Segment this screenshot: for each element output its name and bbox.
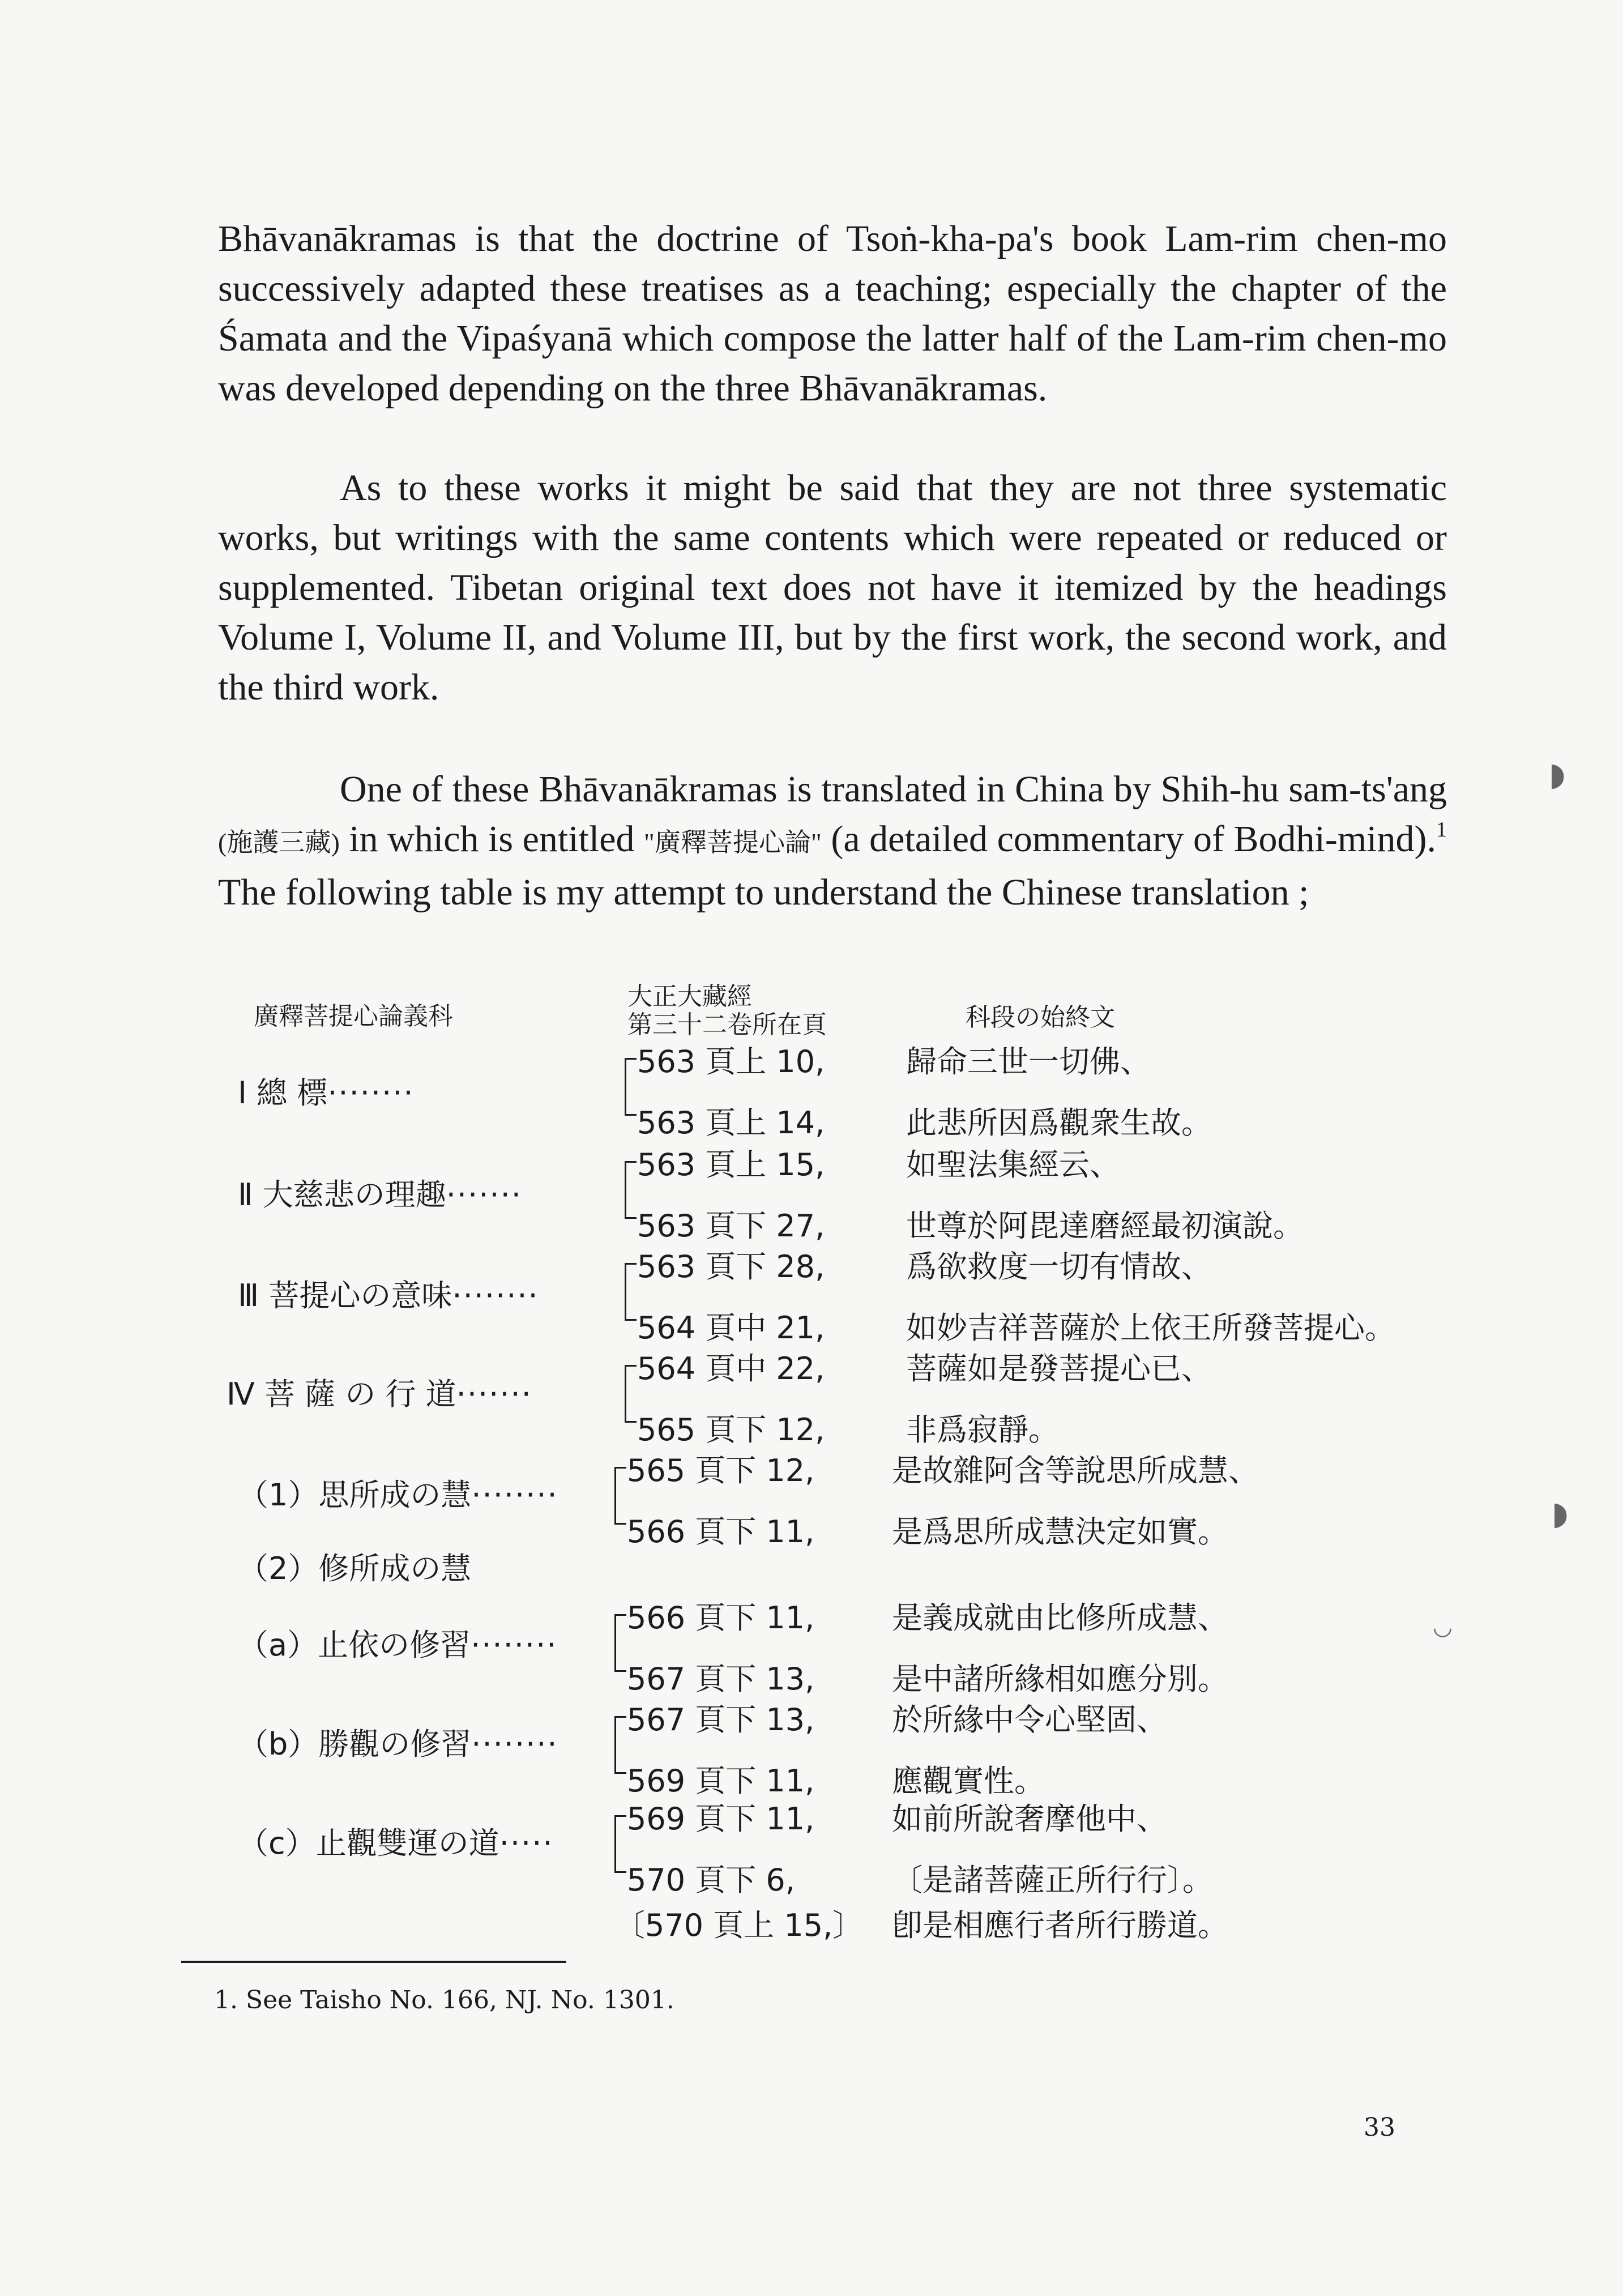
bracket [625, 1365, 637, 1423]
margin-mark-decoration: ◡ [1433, 1614, 1453, 1640]
page-number: 33 [1364, 2113, 1395, 2142]
taisho-ref: 567 頁下 13, [627, 1702, 815, 1738]
row-label: （1）思所成の慧········ [238, 1477, 558, 1513]
passage-text: 爲欲救度一切有情故、 [906, 1249, 1212, 1284]
bracket [625, 1058, 637, 1116]
passage-text: 菩薩如是發菩提心已、 [906, 1351, 1212, 1386]
passage-text: 歸命三世一切佛、 [906, 1044, 1151, 1079]
taisho-ref: 563 頁下 28, [637, 1249, 825, 1284]
row-label: Ⅱ 大慈悲の理趣······· [238, 1177, 522, 1213]
footnote-ref: 1 [1436, 818, 1447, 842]
bracket [614, 1716, 626, 1774]
row-label: Ⅳ 菩 薩 の 行 道······· [227, 1376, 532, 1412]
header-taisho-line2: 第三十二卷所在頁 [627, 1010, 827, 1039]
taisho-ref: 563 頁上 14, [637, 1105, 825, 1141]
paragraph-1: Bhāvanākramas is that the doctrine of Tsoṅ-kha-pa's book Lam-rim chen-mo successively adapted these treatises as a teaching; especially the chapter of the Śamata and the Vipaśyanā which compose the latter half of the Lam-rim chen-mo was developed depending on the three Bhāvanākramas. [218, 218, 1447, 409]
translator-name-cjk: (施護三藏) [218, 828, 340, 857]
passage-text: 非爲寂靜。 [906, 1412, 1059, 1448]
passage-text: 〔是諸菩薩正所行行〕。 [892, 1862, 1213, 1898]
bracket [625, 1263, 637, 1321]
taisho-ref: 570 頁下 6, [627, 1862, 795, 1898]
passage-text: 是中諸所緣相如應分別。 [892, 1661, 1228, 1697]
passage-text: 是故雜阿含等說思所成慧、 [892, 1453, 1259, 1488]
passage-text: 如聖法集經云、 [906, 1147, 1120, 1183]
taisho-ref: 564 頁中 21, [637, 1310, 825, 1346]
taisho-ref: 567 頁下 13, [627, 1661, 815, 1697]
taisho-ref: 563 頁上 15, [637, 1147, 825, 1183]
passage-text: 是義成就由比修所成慧、 [892, 1600, 1228, 1636]
bracket [614, 1815, 626, 1873]
paragraph-3-part2: in which is entitled [349, 818, 635, 860]
taisho-ref: 565 頁下 12, [627, 1453, 815, 1488]
passage-text: 如妙吉祥菩薩於上依王所發菩提心。 [906, 1310, 1395, 1346]
taisho-ref-extra: 〔570 頁上 15,〕 [614, 1907, 864, 1943]
row-label: （a）止依の修習········ [238, 1627, 558, 1663]
taisho-ref: 566 頁下 11, [627, 1600, 815, 1636]
header-outline: 廣釋菩提心論義科 [254, 1002, 453, 1031]
passage-text: 世尊於阿毘達磨經最初演說。 [906, 1208, 1304, 1244]
footnote-rule [181, 1961, 566, 1963]
taisho-ref: 566 頁下 11, [627, 1514, 815, 1550]
taisho-ref: 569 頁下 11, [627, 1801, 815, 1837]
row-label: （b）勝觀の修習········ [238, 1726, 558, 1762]
row-label: Ⅰ 總 標········ [238, 1075, 415, 1111]
passage-text: 於所緣中令心堅固、 [892, 1702, 1167, 1738]
bracket [614, 1614, 626, 1672]
margin-mark-decoration: ◗ [1552, 1495, 1569, 1532]
passage-text: 應觀實性。 [892, 1763, 1045, 1799]
bracket [625, 1161, 637, 1219]
taisho-ref: 563 頁下 27, [637, 1208, 825, 1244]
taisho-ref: 565 頁下 12, [637, 1412, 825, 1448]
footnote: 1. See Taisho No. 166, NJ. No. 1301. [214, 1986, 674, 2015]
margin-mark-decoration: ◗ [1549, 756, 1566, 793]
passage-text: 此悲所因爲觀衆生故。 [906, 1105, 1212, 1141]
paragraph-3-part3: (a detailed commentary of Bodhi-mind). [831, 818, 1436, 860]
taisho-ref: 564 頁中 22, [637, 1351, 825, 1386]
taisho-ref: 569 頁下 11, [627, 1763, 815, 1799]
row-label: （c）止觀雙運の道····· [238, 1825, 554, 1861]
paragraph-2: As to these works it might be said that they are not three systematic works, but writings with the same contents which were repeated or reduced or supplemented. Tibetan original text does not have it itemized by the headings Volume I, Volume II, and Volume III, but by the first work, the second work, and the third work. [218, 467, 1447, 708]
passage-text: 是爲思所成慧決定如實。 [892, 1514, 1228, 1550]
header-passages: 科段の始終文 [966, 1003, 1115, 1032]
passage-text: 如前所說奢摩他中、 [892, 1801, 1167, 1837]
paragraph-3-part4: The following table is my attempt to understand the Chinese translation ; [218, 872, 1309, 913]
row-label: Ⅲ 菩提心の意味········ [238, 1278, 539, 1313]
passage-text-extra: 卽是相應行者所行勝道。 [892, 1907, 1228, 1943]
paragraph-3-part1: One of these Bhāvanākramas is translated in China by Shih-hu sam-ts'ang [340, 769, 1447, 810]
bracket [614, 1467, 626, 1525]
header-taisho-line1: 大正大藏經 [627, 982, 752, 1011]
taisho-ref: 563 頁上 10, [637, 1044, 825, 1079]
row-label: （2）修所成の慧 [238, 1551, 472, 1586]
title-cjk: "廣釋菩提心論" [644, 828, 822, 857]
